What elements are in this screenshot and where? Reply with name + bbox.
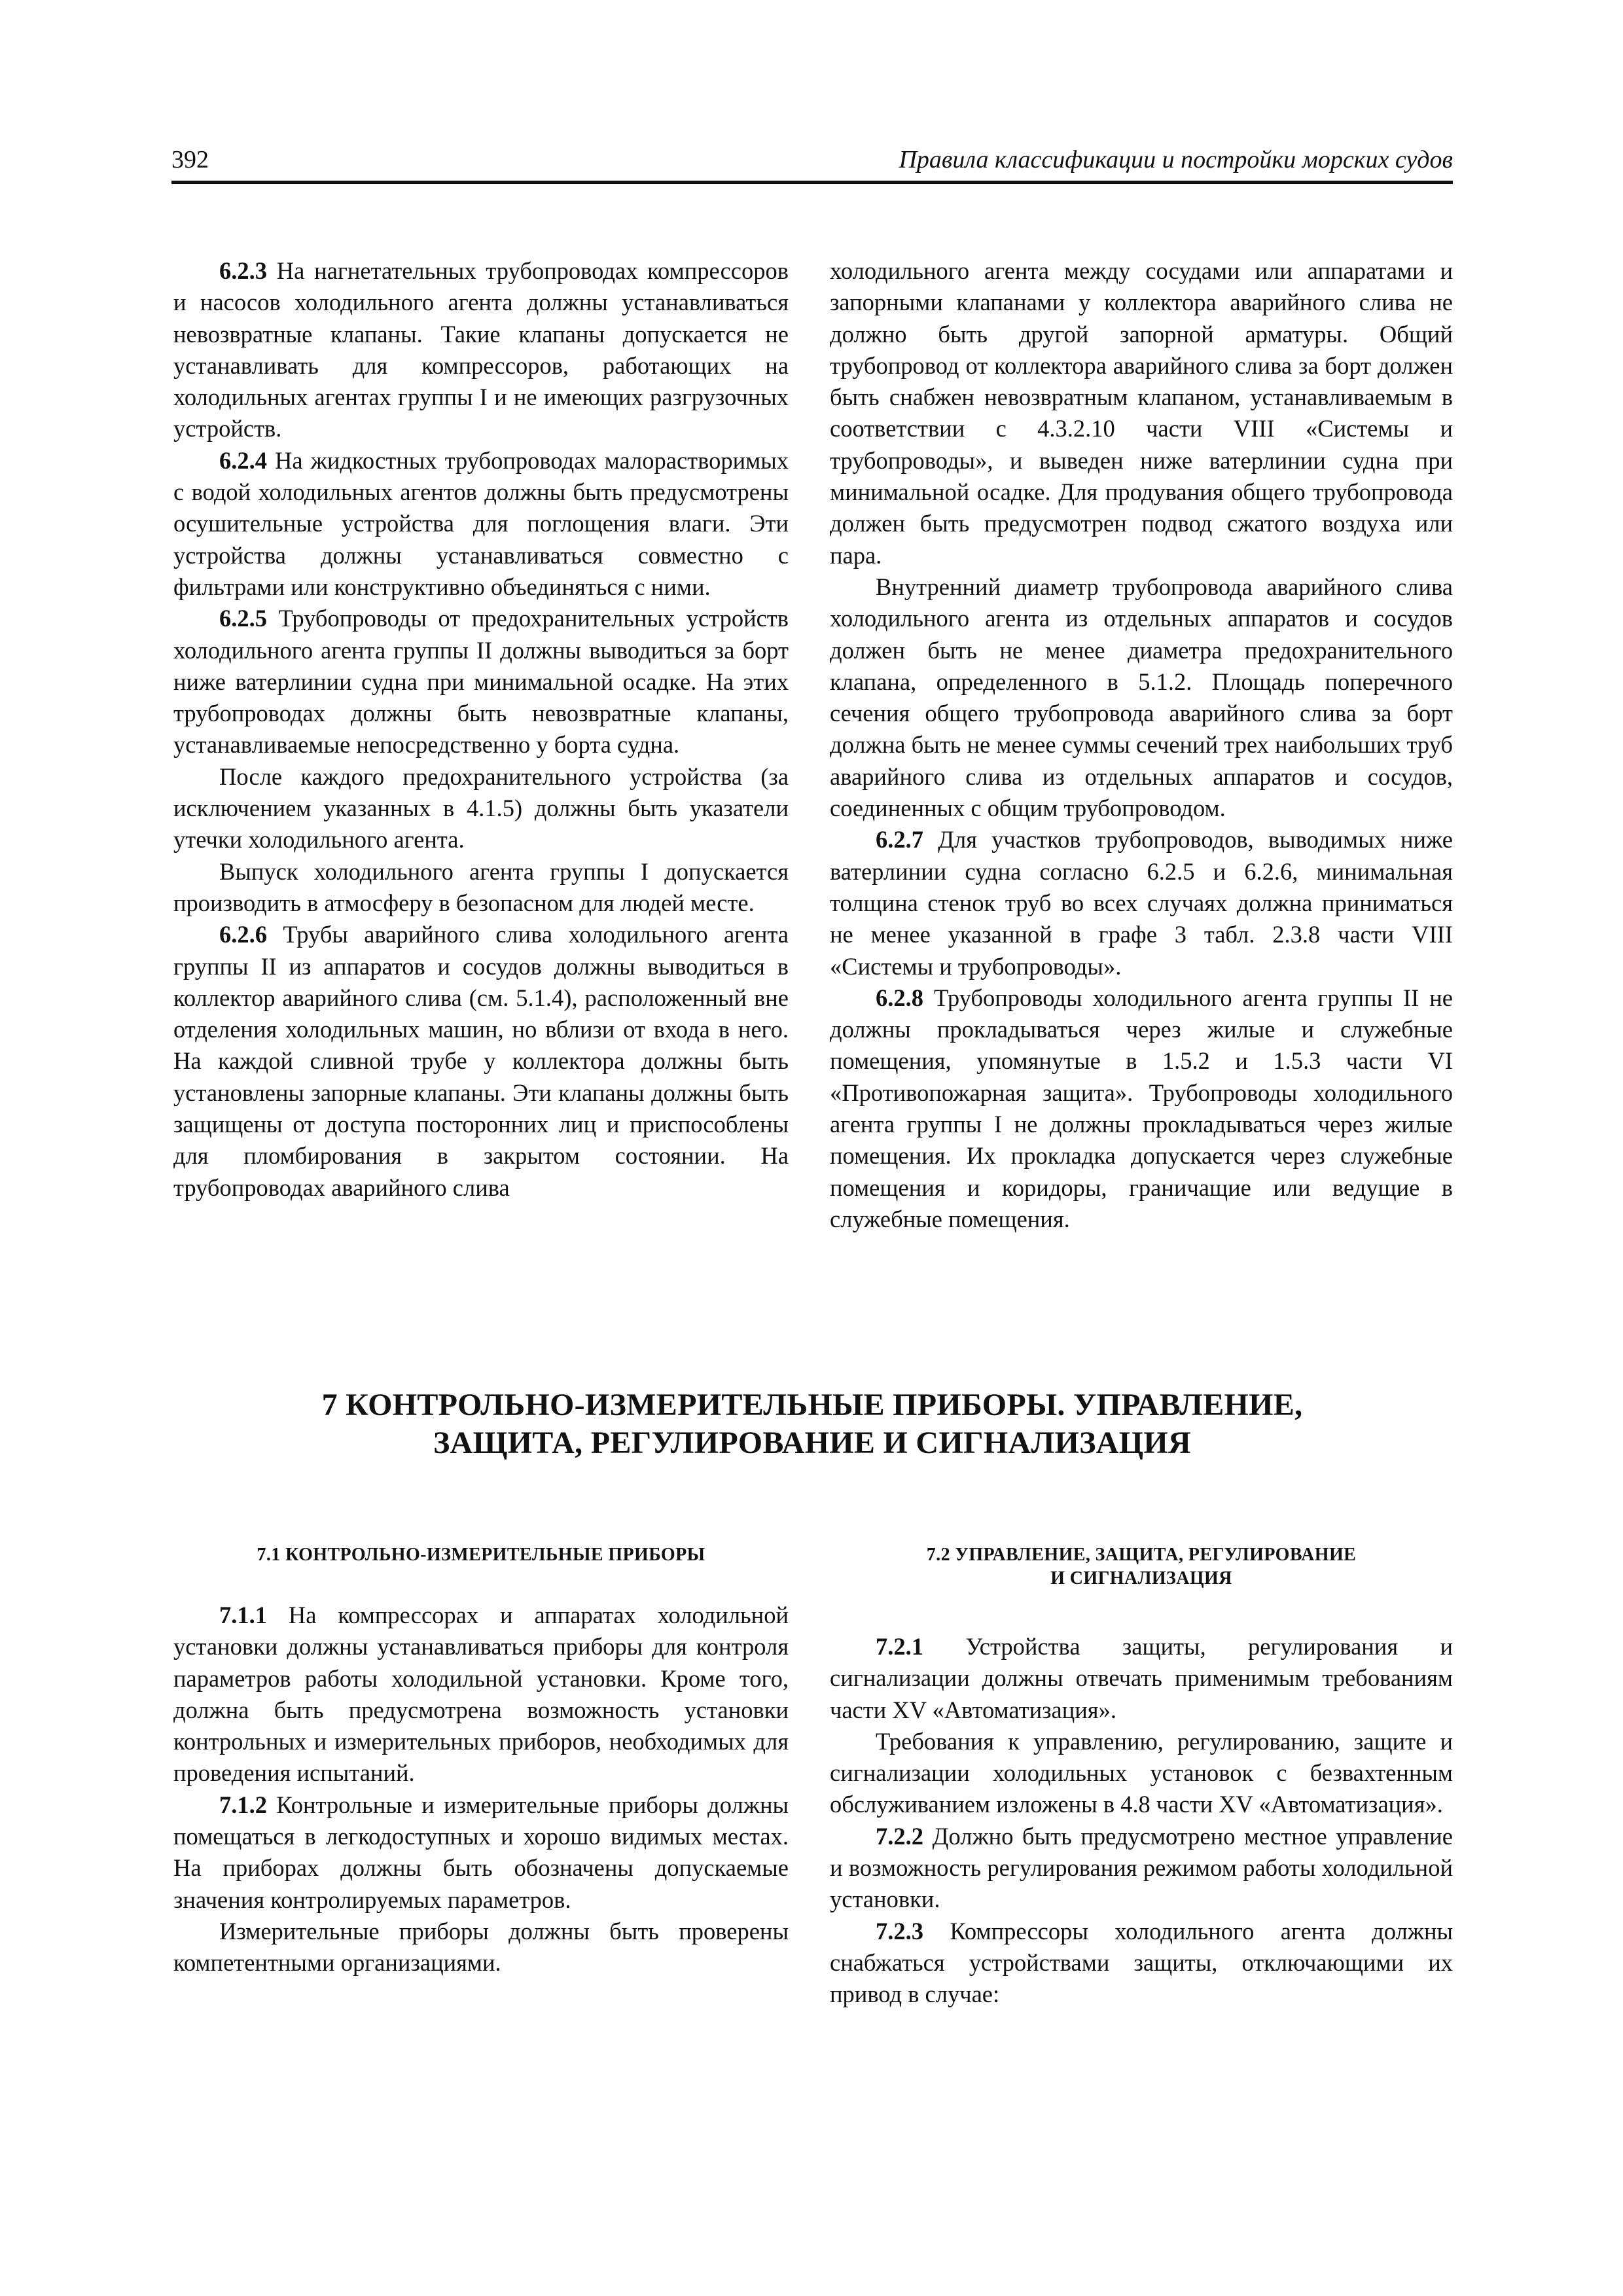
paragraph-text: После каждого предохранительного устройства (за исключением указанных в 4.1.5) должны быть указатели утечки холодильного агента. bbox=[173, 762, 789, 853]
paragraph bbox=[173, 856, 789, 920]
paragraph bbox=[173, 603, 789, 761]
page-number: 392 bbox=[171, 146, 209, 173]
section-title-line: ЗАЩИТА, РЕГУЛИРОВАНИЕ И СИГНАЛИЗАЦИЯ bbox=[433, 1426, 1192, 1460]
paragraph bbox=[173, 1916, 789, 1979]
clause-number: 7.1.1 bbox=[219, 1602, 267, 1628]
clause-number: 6.2.7 bbox=[876, 826, 923, 853]
clause-number: 6.2.5 bbox=[219, 605, 267, 632]
paragraph-text: Контрольные и измерительные приборы должны помещаться в легкодоступных и хорошо видимых местах. На приборах должны быть обозначены допускаемые значения контролируемых параметров. bbox=[173, 1791, 789, 1913]
subsection-heading-text: 7.1 КОНТРОЛЬНО-ИЗМЕРИТЕЛЬНЫЕ ПРИБОРЫ bbox=[257, 1545, 705, 1565]
clause-number: 6.2.8 bbox=[876, 984, 923, 1011]
subsection-heading-text: И СИГНАЛИЗАЦИЯ bbox=[1050, 1568, 1232, 1588]
clause-number: 7.2.1 bbox=[876, 1633, 923, 1660]
paragraph-text: Должно быть предусмотрено местное управление и возможность регулирования режимом работы холодильной установки. bbox=[830, 1822, 1453, 1913]
paragraph bbox=[173, 255, 789, 445]
paragraph-text: Выпуск холодильного агента группы I допускается производить в атмосферу в безопасном для людей месте. bbox=[173, 857, 789, 916]
section-7-title bbox=[171, 1386, 1453, 1462]
page-header bbox=[171, 141, 1453, 184]
paragraph-text: Трубопроводы от предохранительных устройств холодильного агента группы II должны выводиться за борт ниже ватерлинии судна при минимальной осадке. На этих трубопроводах должны быть невозвратные клапаны, устанавливаемые непосредственно у борта судна. bbox=[173, 605, 789, 759]
paragraph-text: На нагнетательных трубопроводах компрессоров и насосов холодильного агента должны устанавливаться невозвратные клапаны. Такие клапаны допускается не устанавливать для компрессоров, работающих на холодильных агентах группы I и не имеющих разгрузочных устройств. bbox=[173, 257, 789, 442]
subsection-7-2-heading bbox=[830, 1543, 1453, 1590]
paragraph bbox=[173, 445, 789, 603]
paragraph-text: Трубопроводы холодильного агента группы II не должны прокладываться через жилые и служебные помещения, упомянутые в 1.5.2 и 1.5.3 части VI «Противопожарная защита». Трубопроводы холодильного агента группы I не должны прокладываться через жилые помещения. Их прокладка допускается через служебные помещения и коридоры, граничащие или ведущие в служебные помещения. bbox=[830, 984, 1453, 1232]
subsection-heading-text: 7.2 УПРАВЛЕНИЕ, ЗАЩИТА, РЕГУЛИРОВАНИЕ bbox=[926, 1545, 1357, 1565]
clause-number: 6.2.4 bbox=[219, 446, 267, 474]
paragraph-text: Устройства защиты, регулирования и сигнализации должны отвечать применимым требованиям части XV «Автоматизация». bbox=[830, 1633, 1453, 1723]
paragraph-text: На жидкостных трубопроводах малорастворимых с водой холодильных агентов должны быть предусмотрены осушительные устройства для поглощения влаги. Эти устройства должны устанавливаться совместно с фильтрами или конструктивно объединяться с ними. bbox=[173, 446, 789, 600]
clause-number: 6.2.3 bbox=[219, 257, 267, 284]
upper-right-column bbox=[830, 255, 1453, 1235]
section-title-line: 7 КОНТРОЛЬНО-ИЗМЕРИТЕЛЬНЫЕ ПРИБОРЫ. УПРАВЛЕНИЕ, bbox=[321, 1388, 1303, 1422]
paragraph bbox=[830, 1821, 1453, 1916]
paragraph bbox=[173, 919, 789, 1204]
paragraph bbox=[830, 1631, 1453, 1726]
subsection-7-1-heading bbox=[173, 1543, 789, 1567]
paragraph bbox=[830, 824, 1453, 982]
paragraph bbox=[830, 571, 1453, 824]
paragraph bbox=[830, 1726, 1453, 1821]
paragraph-text: На компрессорах и аппаратах холодильной установки должны устанавливаться приборы для контроля параметров работы холодильной установки. Кроме того, должна быть предусмотрена возможность установки контрольных и измерительных приборов, необходимых для проведения испытаний. bbox=[173, 1602, 789, 1787]
paragraph-text: Измерительные приборы должны быть проверены компетентными организациями. bbox=[173, 1917, 789, 1977]
paragraph bbox=[830, 255, 1453, 571]
clause-number: 7.2.2 bbox=[876, 1822, 923, 1850]
lower-left-column bbox=[173, 1600, 789, 1979]
paragraph-text: Требования к управлению, регулированию, защите и сигнализации холодильных установок с безвахтенным обслуживанием изложены в 4.8 части XV «Автоматизация». bbox=[830, 1727, 1453, 1818]
paragraph bbox=[173, 1600, 789, 1789]
lower-right-column bbox=[830, 1631, 1453, 2011]
paragraph-text: Для участков трубопроводов, выводимых ниже ватерлинии судна согласно 6.2.5 и 6.2.6, минимальная толщина стенок труб во всех случаях должна приниматься не менее указанной в графе 3 табл. 2.3.8 части VIII «Системы и трубопроводы». bbox=[830, 826, 1453, 980]
clause-number: 6.2.6 bbox=[219, 921, 267, 948]
paragraph-text: Трубы аварийного слива холодильного агента группы II из аппаратов и сосудов должны выводиться в коллектор аварийного слива (см. 5.1.4), расположенный вне отделения холодильных машин, но вблизи от входа в него. На каждой сливной трубе у коллектора должны быть установлены запорные клапаны. Эти клапаны должны быть защищены от доступа посторонних лиц и приспособлены для пломбирования в закрытом состоянии. На трубопроводах аварийного слива bbox=[173, 921, 789, 1201]
upper-left-column bbox=[173, 255, 789, 1204]
paragraph-text: Внутренний диаметр трубопровода аварийного слива холодильного агента из отдельных аппаратов и сосудов должен быть не менее диаметра предохранительного клапана, определенного в 5.1.2. Площадь поперечного сечения общего трубопровода аварийного слива за борт должна быть не менее суммы сечений трех наибольших труб аварийного слива из отдельных аппаратов и сосудов, соединенных с общим трубопроводом. bbox=[830, 573, 1453, 822]
paragraph bbox=[173, 761, 789, 856]
clause-number: 7.2.3 bbox=[876, 1917, 923, 1945]
paragraph-text: Компрессоры холодильного агента должны снабжаться устройствами защиты, отключающими их привод в случае: bbox=[830, 1917, 1453, 2008]
running-title: Правила классификации и постройки морских судов bbox=[899, 146, 1453, 173]
paragraph bbox=[830, 982, 1453, 1235]
paragraph bbox=[830, 1916, 1453, 2011]
paragraph bbox=[173, 1789, 789, 1916]
clause-number: 7.1.2 bbox=[219, 1791, 267, 1818]
paragraph-text: холодильного агента между сосудами или аппаратами и запорными клапанами у коллектора аварийного слива не должно быть другой запорной арматуры. Общий трубопровод от коллектора аварийного слива за борт должен быть снабжен невозвратным клапаном, устанавливаемым в соответствии с 4.3.2.10 части VIII «Системы и трубопроводы», и выведен ниже ватерлинии судна при минимальной осадке. Для продувания общего трубопровода должен быть предусмотрен подвод сжатого воздуха или пара. bbox=[830, 257, 1453, 569]
